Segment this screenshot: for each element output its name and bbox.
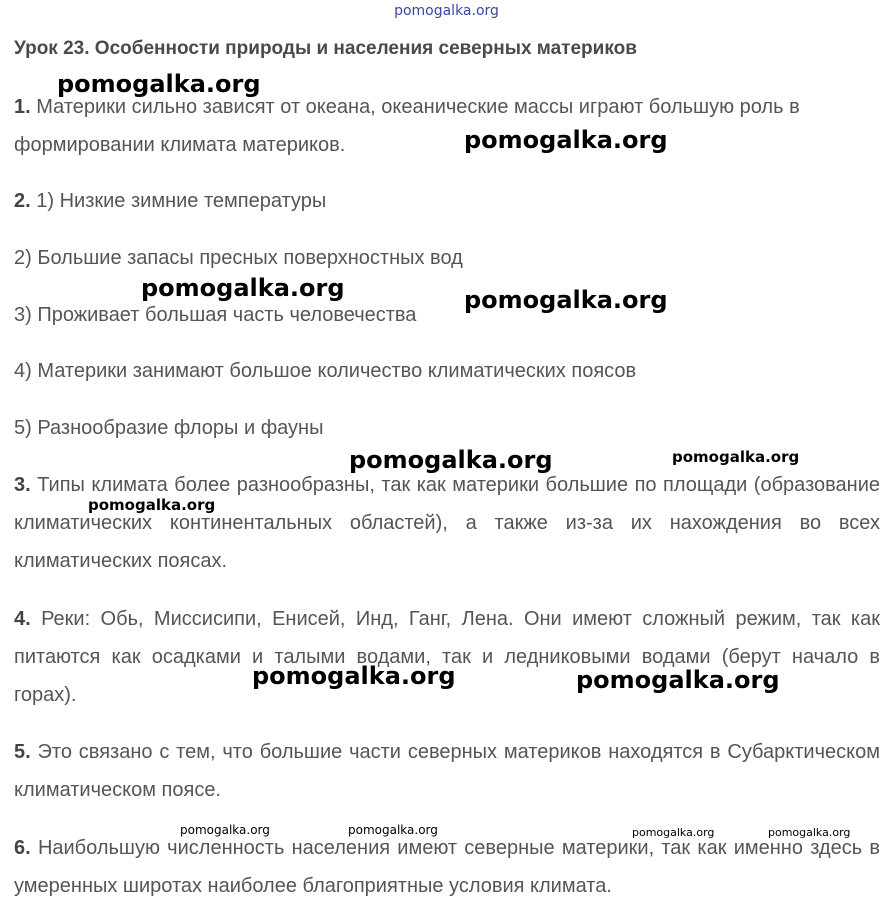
site-label: pomogalka.org <box>394 3 499 19</box>
answer-1 <box>14 88 880 164</box>
answer-number: 1. <box>14 96 31 118</box>
answer-text: Наибольшую численность населения имеют северные материки, так как именно здесь в умеренных широтах наиболее благоприятные условия климата. <box>14 837 881 897</box>
answer-number: 3. <box>14 474 31 496</box>
watermark: pomogalka.org <box>57 70 261 98</box>
answer-text: Это связано с тем, что большие части северных материков находятся в Субарктическом климатическом поясе. <box>14 741 880 801</box>
answer-2-item-2: 2) Большие запасы пресных поверхностных вод <box>14 247 463 269</box>
answer-text: Материки сильно зависят от океана, океанические массы играют большую роль в формировании климата материков. <box>14 96 800 156</box>
watermark: pomogalka.org <box>632 826 715 839</box>
answer-4 <box>14 600 880 714</box>
answer-2-item-4: 4) Материки занимают большое количество климатических поясов <box>14 360 637 382</box>
lesson-title: Урок 23. Особенности природы и населения северных материков <box>14 38 637 59</box>
answer-text: Типы климата более разнообразны, так как материки большие по площади (образование климатических континентальных областей), а также из-за их нахождения во всех климатических поясах. <box>14 474 881 572</box>
watermark: pomogalka.org <box>252 662 456 690</box>
answer-number: 2. <box>14 190 31 212</box>
watermark: pomogalka.org <box>349 446 553 474</box>
watermark: pomogalka.org <box>141 274 345 302</box>
answer-3 <box>14 466 880 580</box>
watermark: pomogalka.org <box>180 823 270 837</box>
watermark: pomogalka.org <box>464 126 668 154</box>
answer-number: 5. <box>14 741 31 763</box>
answer-2-item-1 <box>14 182 880 220</box>
list-item: 1) Низкие зимние температуры <box>36 190 327 212</box>
answer-number: 4. <box>14 608 31 630</box>
watermark: pomogalka.org <box>672 448 800 466</box>
watermark: pomogalka.org <box>348 823 438 837</box>
answer-number: 6. <box>14 837 31 859</box>
answer-6 <box>14 829 880 905</box>
watermark: pomogalka.org <box>88 496 216 514</box>
answer-2-item-5: 5) Разнообразие флоры и фауны <box>14 417 324 439</box>
watermark: pomogalka.org <box>464 286 668 314</box>
watermark: pomogalka.org <box>768 826 851 839</box>
answer-5 <box>14 733 880 809</box>
watermark: pomogalka.org <box>576 666 780 694</box>
answer-2-item-3: 3) Проживает большая часть человечества <box>14 304 417 326</box>
answer-text: Реки: Обь, Миссисипи, Енисей, Инд, Ганг, Лена. Они имеют сложный режим, так как питаются как осадками и талыми водами, так и ледниковыми водами (берут начало в горах). <box>14 608 880 706</box>
